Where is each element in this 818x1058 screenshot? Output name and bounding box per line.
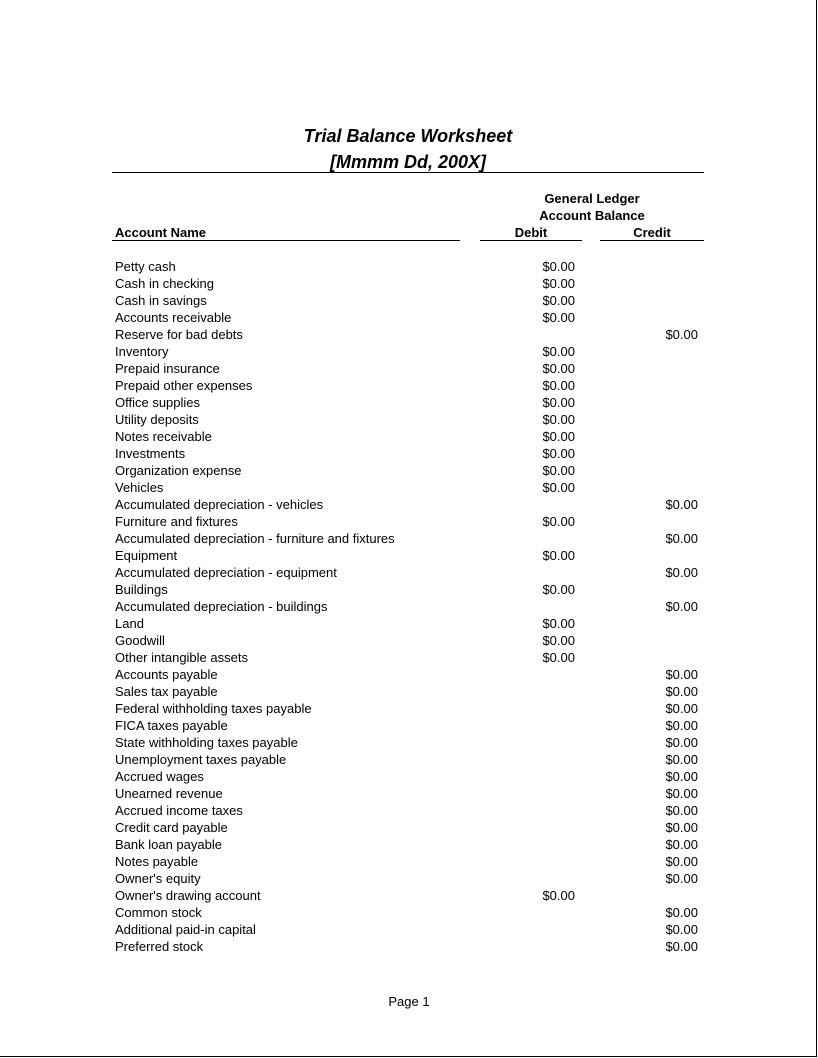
debit-cell: $0.00	[542, 293, 575, 308]
account-name-cell: Furniture and fixtures	[115, 514, 238, 529]
debit-cell: $0.00	[542, 259, 575, 274]
credit-cell: $0.00	[665, 786, 698, 801]
debit-cell: $0.00	[542, 276, 575, 291]
table-row	[0, 411, 818, 428]
account-name-cell: Office supplies	[115, 395, 201, 410]
debit-cell: $0.00	[542, 888, 575, 903]
debit-cell: $0.00	[542, 361, 575, 376]
page-number: Page 1	[388, 994, 430, 1009]
debit-cell: $0.00	[542, 548, 575, 563]
table-row	[0, 683, 818, 700]
debit-cell: $0.00	[542, 429, 575, 444]
table-row	[0, 649, 818, 666]
account-name-cell: Investments	[115, 446, 186, 461]
table-row	[0, 377, 818, 394]
account-name-cell: Prepaid insurance	[115, 361, 220, 376]
account-name-cell: Accumulated depreciation - vehicles	[115, 497, 324, 512]
account-name-cell: Credit card payable	[115, 820, 228, 835]
debit-cell: $0.00	[542, 310, 575, 325]
account-name-cell: Accumulated depreciation - furniture and fixtures	[115, 531, 395, 546]
table-row	[0, 394, 818, 411]
table-row	[0, 870, 818, 887]
debit-cell: $0.00	[542, 480, 575, 495]
table-row	[0, 904, 818, 921]
debit-cell: $0.00	[542, 582, 575, 597]
credit-cell: $0.00	[665, 871, 698, 886]
account-name-cell: Buildings	[115, 582, 168, 597]
title-divider	[112, 172, 704, 173]
table-row	[0, 734, 818, 751]
table-row	[0, 853, 818, 870]
credit-cell: $0.00	[665, 531, 698, 546]
table-row	[0, 496, 818, 513]
table-row	[0, 292, 818, 309]
credit-cell: $0.00	[665, 820, 698, 835]
credit-cell: $0.00	[665, 667, 698, 682]
account-name-cell: Accumulated depreciation - equipment	[115, 565, 337, 580]
account-name-cell: Unemployment taxes payable	[115, 752, 287, 767]
credit-cell: $0.00	[665, 905, 698, 920]
table-row	[0, 360, 818, 377]
account-name-cell: Accrued wages	[115, 769, 204, 784]
account-name-cell: Notes payable	[115, 854, 199, 869]
account-name-cell: Cash in savings	[115, 293, 207, 308]
table-row	[0, 275, 818, 292]
account-name-cell: Reserve for bad debts	[115, 327, 243, 342]
column-header-credit: Credit	[633, 225, 671, 240]
table-row	[0, 632, 818, 649]
credit-cell: $0.00	[665, 684, 698, 699]
table-row	[0, 513, 818, 530]
credit-cell: $0.00	[665, 497, 698, 512]
account-name-cell: Organization expense	[115, 463, 242, 478]
account-name-cell: Equipment	[115, 548, 178, 563]
credit-cell: $0.00	[665, 939, 698, 954]
account-name-cell: Owner's equity	[115, 871, 201, 886]
document-title: Trial Balance Worksheet	[303, 126, 513, 146]
account-name-cell: Accounts payable	[115, 667, 218, 682]
column-header-account-name: Account Name	[115, 225, 207, 240]
table-row	[0, 581, 818, 598]
account-name-cell: Utility deposits	[115, 412, 199, 427]
account-name-cell: Owner's drawing account	[115, 888, 261, 903]
table-row	[0, 598, 818, 615]
account-name-cell: Notes receivable	[115, 429, 212, 444]
account-name-cell: Common stock	[115, 905, 202, 920]
table-row	[0, 836, 818, 853]
debit-cell: $0.00	[542, 395, 575, 410]
account-name-cell: Vehicles	[115, 480, 164, 495]
table-row	[0, 700, 818, 717]
table-row	[0, 751, 818, 768]
account-name-cell: Goodwill	[115, 633, 165, 648]
table-row	[0, 921, 818, 938]
account-name-cell: Other intangible assets	[115, 650, 248, 665]
table-row	[0, 802, 818, 819]
column-group-header-line2: Account Balance	[539, 208, 645, 223]
table-row	[0, 768, 818, 785]
table-row	[0, 479, 818, 496]
credit-cell: $0.00	[665, 327, 698, 342]
credit-cell: $0.00	[665, 718, 698, 733]
credit-cell: $0.00	[665, 803, 698, 818]
credit-cell: $0.00	[665, 599, 698, 614]
account-name-cell: Sales tax payable	[115, 684, 218, 699]
account-name-underline	[112, 240, 460, 241]
table-row	[0, 819, 818, 836]
credit-cell: $0.00	[665, 837, 698, 852]
table-row	[0, 428, 818, 445]
account-name-cell: Preferred stock	[115, 939, 204, 954]
account-name-cell: Cash in checking	[115, 276, 214, 291]
debit-cell: $0.00	[542, 514, 575, 529]
account-name-cell: Unearned revenue	[115, 786, 223, 801]
credit-cell: $0.00	[665, 565, 698, 580]
table-row	[0, 462, 818, 479]
debit-underline	[480, 240, 582, 241]
debit-cell: $0.00	[542, 446, 575, 461]
debit-cell: $0.00	[542, 412, 575, 427]
account-name-cell: FICA taxes payable	[115, 718, 228, 733]
table-row	[0, 530, 818, 547]
table-row	[0, 615, 818, 632]
debit-cell: $0.00	[542, 633, 575, 648]
credit-underline	[600, 240, 704, 241]
account-name-cell: Accrued income taxes	[115, 803, 243, 818]
table-row	[0, 309, 818, 326]
table-row	[0, 887, 818, 904]
credit-cell: $0.00	[665, 854, 698, 869]
document-date: [Mmmm Dd, 200X]	[329, 152, 487, 172]
credit-cell: $0.00	[665, 922, 698, 937]
account-name-cell: Prepaid other expenses	[115, 378, 253, 393]
credit-cell: $0.00	[665, 769, 698, 784]
credit-cell: $0.00	[665, 735, 698, 750]
table-row	[0, 785, 818, 802]
account-name-cell: Accounts receivable	[115, 310, 232, 325]
debit-cell: $0.00	[542, 650, 575, 665]
account-name-cell: Inventory	[115, 344, 169, 359]
table-row	[0, 258, 818, 275]
credit-cell: $0.00	[665, 701, 698, 716]
debit-cell: $0.00	[542, 378, 575, 393]
table-row	[0, 326, 818, 343]
debit-cell: $0.00	[542, 616, 575, 631]
table-row	[0, 938, 818, 955]
table-row	[0, 666, 818, 683]
table-row	[0, 343, 818, 360]
credit-cell: $0.00	[665, 752, 698, 767]
debit-cell: $0.00	[542, 344, 575, 359]
account-table	[0, 258, 818, 955]
column-header-debit: Debit	[514, 225, 548, 240]
account-name-cell: Federal withholding taxes payable	[115, 701, 312, 716]
account-name-cell: Additional paid-in capital	[115, 922, 256, 937]
debit-cell: $0.00	[542, 463, 575, 478]
table-row	[0, 445, 818, 462]
account-name-cell: State withholding taxes payable	[115, 735, 298, 750]
account-name-cell: Petty cash	[115, 259, 176, 274]
table-row	[0, 547, 818, 564]
account-name-cell: Bank loan payable	[115, 837, 222, 852]
column-group-header-line1: General Ledger	[544, 191, 640, 206]
table-row	[0, 717, 818, 734]
account-name-cell: Land	[115, 616, 144, 631]
account-name-cell: Accumulated depreciation - buildings	[115, 599, 328, 614]
table-row	[0, 564, 818, 581]
